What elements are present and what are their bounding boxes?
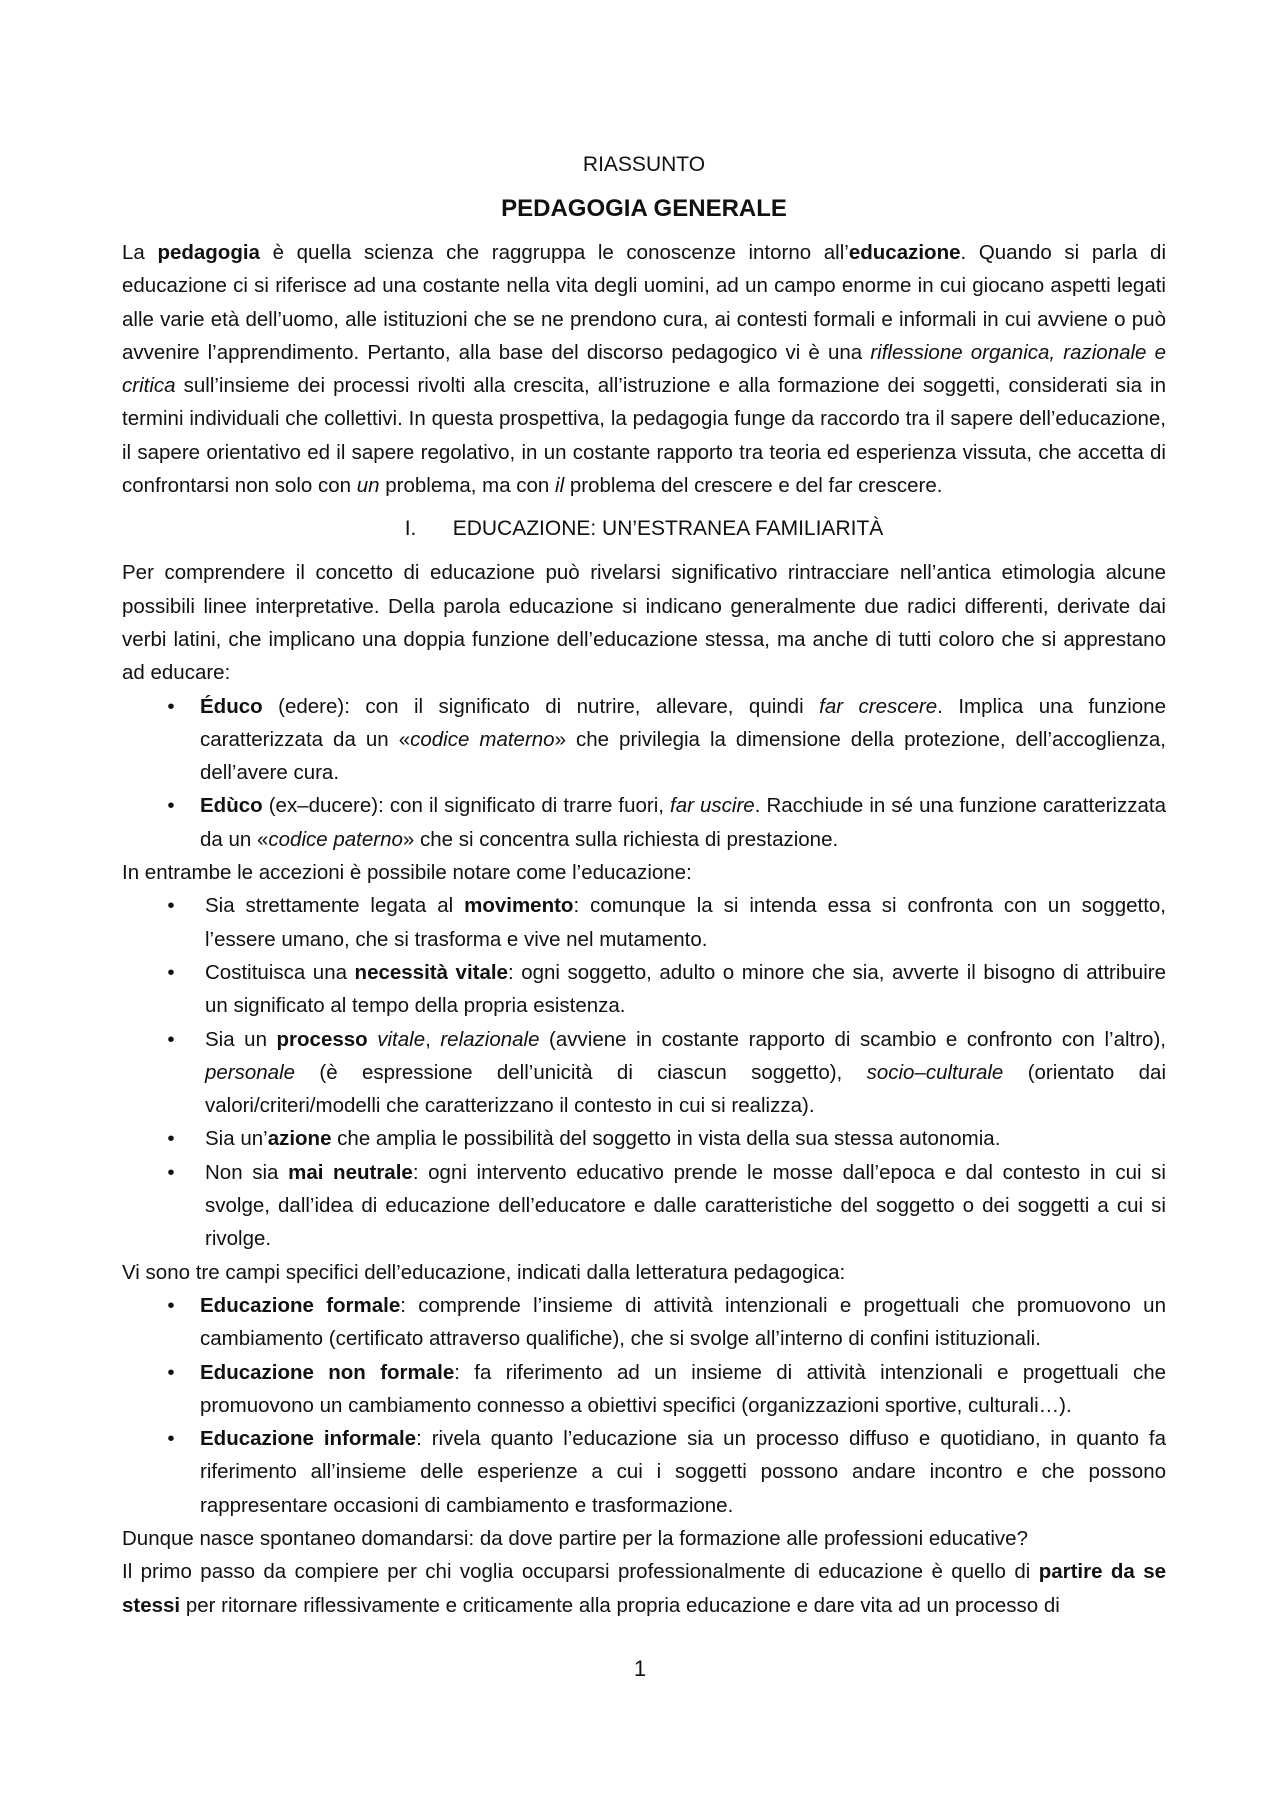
features-intro: In entrambe le accezioni è possibile notare come l’educazione: — [122, 861, 692, 885]
bullet-icon: • — [167, 894, 175, 918]
list-item: • Educazione informale: rivela quanto l’educazione sia un processo diffuso e quotidiano, in quanto fa riferimento all’insieme delle esperienze a cui i soggetti possono andare incontro e che possono rappresentare occasioni di cambiamento e trasformazione. — [122, 1422, 1166, 1522]
list-item: • Costituisca una necessità vitale: ogni soggetto, adulto o minore che sia, avverte il bisogno di attribuire un significato al tempo della propria esistenza. — [122, 956, 1166, 1023]
bullet-icon: • — [167, 1127, 175, 1151]
bullet-icon: • — [167, 1360, 175, 1384]
document-page — [122, 150, 1166, 1622]
list-item: • Sia strettamente legata al movimento: comunque la si intenda essa si confronta con un soggetto, l’essere umano, che si trasforma e vive nel mutamento. — [122, 889, 1166, 956]
bullet-icon: • — [167, 960, 175, 984]
bullet-icon: • — [167, 1160, 175, 1184]
bullet-icon: • — [167, 1027, 175, 1051]
section-number: I. — [404, 517, 417, 541]
list-item: • Edùco (ex–ducere): con il significato di trarre fuori, far uscire. Racchiude in sé una funzione caratterizzata da un «codice paterno» che si concentra sulla richiesta di prestazione. — [122, 789, 1166, 856]
list-item: • Non sia mai neutrale: ogni intervento educativo prende le mosse dall’epoca e dal contesto in cui si svolge, dall’idea di educazione dell’educatore e dalle caratteristiche del soggetto o dei soggetti a cui si rivolge. — [122, 1156, 1166, 1256]
list-item: • Sia un processo vitale, relazionale (avviene in costante rapporto di scambio e confronto con l’altro), personale (è espressione dell’unicità di ciascun soggetto), socio–culturale (orientato dai valori/criteri/modelli che caratterizzano il contesto in cui si realizza). — [122, 1023, 1166, 1123]
section-heading — [122, 512, 1166, 546]
document-overline: RIASSUNTO — [582, 153, 706, 176]
section-title: EDUCAZIONE: UN’ESTRANEA FAMILIARITÀ — [452, 517, 884, 541]
document-title: PEDAGOGIA GENERALE — [501, 195, 787, 222]
list-item: • Éduco (edere): con il significato di nutrire, allevare, quindi far crescere. Implica una funzione caratterizzata da un «codice materno» che privilegia la dimensione della protezione, dell’accoglienza, dell’avere cura. — [122, 690, 1166, 790]
bullet-icon: • — [167, 694, 175, 718]
bullet-icon: • — [167, 1427, 175, 1451]
list-item: • Educazione formale: comprende l’insieme di attività intenzionali e progettuali che promuovono un cambiamento (certificato attraverso qualifiche), che si svolge all’interno di confini istituzionali. — [122, 1289, 1166, 1356]
bullet-icon: • — [167, 1293, 175, 1317]
list-item: • Sia un’azione che amplia le possibilità del soggetto in vista della sua stessa autonomia. — [122, 1122, 1166, 1155]
closing-paragraph: Il primo passo da compiere per chi voglia occuparsi professionalmente di educazione è quello di partire da se stessi per ritornare riflessivamente e criticamente alla propria educazione e dare vita ad un processo di — [122, 1560, 1167, 1617]
features-list — [122, 889, 1166, 1255]
fields-intro: Vi sono tre campi specifici dell’educazione, indicati dalla letteratura pedagogica: — [122, 1260, 846, 1284]
fields-list — [122, 1289, 1166, 1522]
question-paragraph: Dunque nasce spontaneo domandarsi: da dove partire per la formazione alle professioni educative? — [122, 1526, 1028, 1550]
list-item: • Educazione non formale: fa riferimento ad un insieme di attività intenzionali e progettuali che promuovono un cambiamento connesso a obiettivi specifici (organizzazioni sportive, culturali…). — [122, 1356, 1166, 1423]
etymology-paragraph: Per comprendere il concetto di educazione può rivelarsi significativo rintracciare nell’antica etimologia alcune possibili linee interpretative. Della parola educazione si indicano generalmente due radici differenti, derivate dai verbi latini, che implicano una doppia funzione dell’educazione stessa, ma anche di tutti coloro che si apprestano ad educare: — [122, 561, 1166, 685]
page-number: 1 — [633, 1656, 647, 1681]
intro-paragraph: La pedagogia è quella scienza che raggruppa le conoscenze intorno all’educazione. Quando si parla di educazione ci si riferisce ad una costante nella vita degli uomini, ad un campo enorme in cui giocano aspetti legati alle varie età dell’uomo, alle istituzioni che se ne prendono cura, ai contesti formali e informali in cui avviene o può avvenire l’apprendimento. Pertanto, alla base del discorso pedagogico vi è una riflessione organica, razionale e critica sull’insieme dei processi rivolti alla crescita, all’istruzione e alla formazione dei soggetti, considerati sia in termini individuali che collettivi. In questa prospettiva, la pedagogia funge da raccordo tra il sapere dell’educazione, il sapere orientativo ed il sapere regolativo, in un costante rapporto tra teoria ed esperienza vissuta, che accetta di confrontarsi non solo con un problema, ma con il problema del crescere e del far crescere. — [122, 241, 1167, 498]
roots-list — [122, 690, 1166, 856]
bullet-icon: • — [167, 794, 175, 818]
